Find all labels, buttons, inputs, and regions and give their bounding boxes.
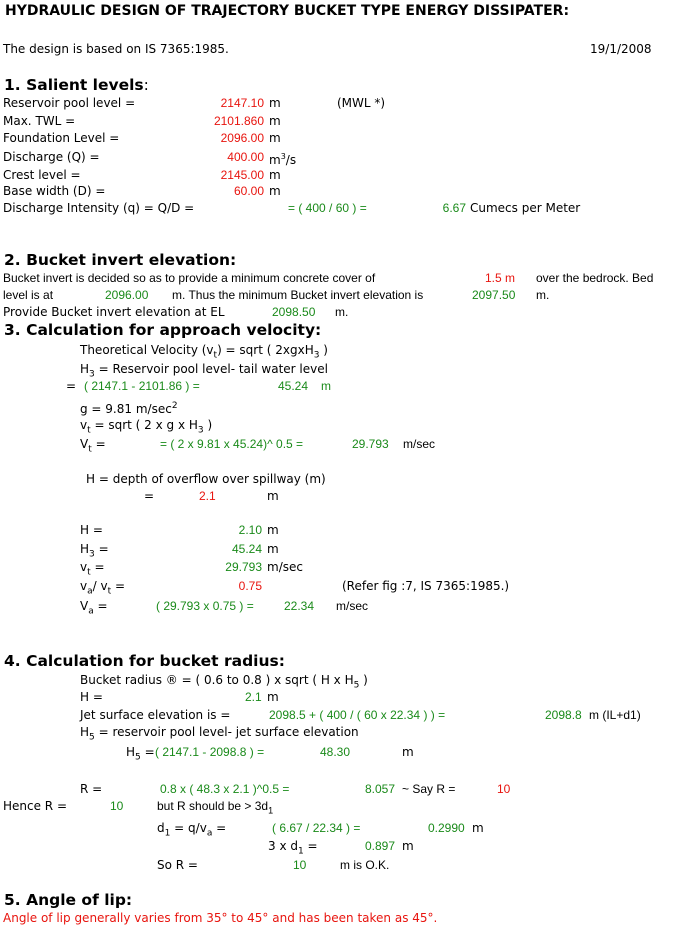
depth-eq: = [144, 489, 155, 503]
reservoir-unit: m [269, 96, 281, 110]
sum-h3-label: $H_3$ = [80, 542, 109, 560]
br-h-unit: m [267, 690, 279, 704]
section-4-heading: 4. Calculation for bucket radius: [4, 652, 285, 670]
r-label: R = [80, 782, 103, 796]
vt-formula: $v_t$ = sqrt ( 2 x g x $H_3$ ) [80, 418, 213, 436]
br-h-label: H = [80, 690, 103, 704]
jet-label: Jet surface elevation is = [80, 708, 231, 722]
base-width-unit: m [269, 184, 281, 198]
design-basis: The design is based on IS 7365:1985. [3, 42, 229, 56]
br-h-value: 2.1 [245, 690, 262, 704]
intensity-label: Discharge Intensity (q) = Q/D = [3, 201, 195, 215]
section-5-heading: 5. Angle of lip: [4, 891, 133, 909]
sum-h3-unit: m [267, 542, 279, 556]
section-2-heading: 2. Bucket invert elevation: [4, 251, 237, 269]
h3-eq: = [66, 379, 77, 393]
intensity-unit: Cumecs per Meter [470, 201, 581, 215]
va-expr: ( 29.793 x 0.75 ) = [156, 599, 254, 613]
jet-expr: 2098.5 + ( 400 / ( 60 x 22.34 ) ) = [269, 708, 446, 722]
sum-vt-value: 29.793 [225, 560, 262, 574]
depth-overflow: H = depth of overflow over spillway (m) [86, 472, 326, 486]
section-3-heading: 3. Calculation for approach velocity: [4, 321, 322, 339]
page-title: HYDRAULIC DESIGN OF TRAJECTORY BUCKET TYPE ENERGY DISSIPATER: [5, 3, 570, 19]
sum-h3-value: 45.24 [231, 542, 262, 556]
h5-definition: $H_5$ = reservoir pool level- jet surface elevation [80, 725, 359, 743]
twl-value: 2101.860 [213, 114, 264, 128]
crest-unit: m [269, 168, 281, 182]
h5-label: $H_5$ = [126, 745, 155, 763]
intensity-expr: = ( 400 / 60 ) = [288, 201, 367, 215]
mwl-note: (MWL *) [337, 96, 386, 110]
h3-unit: m [321, 379, 331, 393]
so-r-tail: m is O.K. [340, 858, 390, 872]
intensity-value: 6.67 [442, 201, 466, 215]
angle-of-lip-text: Angle of lip generally varies from 35° to 45° and has been taken as 45°. [3, 911, 438, 925]
gravity: g = 9.81 $m/\sec^2$ [80, 401, 178, 416]
reservoir-value: 2147.10 [220, 96, 264, 110]
h5-unit: m [402, 745, 414, 759]
twl-unit: m [269, 114, 281, 128]
theoretical-velocity: Theoretical Velocity $(v_t)$ = sqrt ( 2xgxH$_3$ ) [80, 343, 328, 361]
h3-expr: ( 2147.1 - 2101.86 ) = [84, 379, 200, 393]
r-expr: 0.8 x ( 48.3 x 2.1 )^0.5 = [160, 782, 290, 796]
crest-label: Crest level = [3, 168, 81, 182]
cover-value: 1.5 m [485, 271, 516, 285]
h3-definition: $H_3$ = Reservoir pool level- tail water level [80, 362, 328, 380]
sum-h-value: 2.10 [238, 523, 262, 537]
three-d1-unit: m [402, 839, 414, 853]
sum-ratio-ref: (Refer fig :7, IS 7365:1985.) [342, 579, 510, 593]
section-1-heading: 1. Salient levels: [4, 76, 149, 94]
discharge-value: 400.00 [227, 150, 264, 164]
bucket-radius-formula: Bucket radius ® = ( 0.6 to 0.8 ) x sqrt ( H x $H_5$ ) [80, 673, 368, 691]
foundation-unit: m [269, 131, 281, 145]
jet-unit: m (IL+d1) [589, 708, 641, 722]
foundation-value: 2096.00 [220, 131, 264, 145]
so-r-label: So R = [157, 858, 198, 872]
h5-expr: ( 2147.1 - 2098.8 ) = [155, 745, 265, 759]
hence-r-value: 10 [110, 799, 124, 813]
d1-unit: m [472, 821, 484, 835]
invert-line1: Bucket invert is decided so as to provide a minimum concrete cover of [3, 271, 376, 285]
so-r-value: 10 [293, 858, 307, 872]
sum-vt-unit: m/sec [267, 560, 303, 574]
vt-label: $V_t$ = [80, 437, 106, 455]
foundation-label: Foundation Level = [3, 131, 120, 145]
h3-value: 45.24 [278, 379, 309, 393]
invert-line2-mid: m. Thus the minimum Bucket invert elevation is [172, 288, 424, 302]
hence-r-tail: but R should be > $3d_1$ [157, 799, 274, 816]
twl-label: Max. TWL = [3, 114, 76, 128]
va-label: $V_a$ = [80, 599, 108, 617]
r-say: ~ Say R = [402, 782, 456, 796]
sum-ratio-label: $v_a/$ $v_t$ = [80, 579, 125, 597]
date: 19/1/2008 [590, 42, 652, 56]
reservoir-label: Reservoir pool level = [3, 96, 136, 110]
base-width-label: Base width (D) = [3, 184, 106, 198]
depth-unit: m [267, 489, 279, 503]
r-value: 8.057 [365, 782, 396, 796]
provide-invert-value: 2098.50 [272, 305, 316, 319]
invert-line1-tail: over the bedrock. Bed [536, 271, 654, 285]
h5-value: 48.30 [320, 745, 351, 759]
sum-h-label: H = [80, 523, 103, 537]
three-d1-value: 0.897 [365, 839, 396, 853]
three-d1-label: 3 x $d_1$ = [268, 839, 318, 857]
depth-value: 2.1 [199, 489, 216, 503]
sum-h-unit: m [267, 523, 279, 537]
jet-value: 2098.8 [545, 708, 582, 722]
provide-invert-unit: m. [335, 305, 349, 319]
sum-ratio-value: 0.75 [238, 579, 262, 593]
min-invert-unit: m. [536, 288, 550, 302]
r-say-value: 10 [497, 782, 511, 796]
va-unit: m/sec [336, 599, 369, 613]
d1-expr: ( 6.67 / 22.34 ) = [272, 821, 361, 835]
invert-line2: level is at [3, 288, 54, 302]
vt-unit: m/sec [403, 437, 436, 451]
discharge-label: Discharge (Q) = [3, 150, 100, 164]
bed-level-value: 2096.00 [105, 288, 149, 302]
sum-vt-label: $v_t$ = [80, 560, 105, 578]
base-width-value: 60.00 [233, 184, 264, 198]
discharge-unit: $m^3/s$ [269, 152, 297, 167]
vt-expr: = ( 2 x 9.81 x 45.24)^ 0.5 = [160, 437, 304, 451]
d1-label: $d_1 = q/v_a$ = [157, 821, 227, 839]
vt-value: 29.793 [352, 437, 389, 451]
invert-line3: Provide Bucket invert elevation at EL [3, 305, 225, 319]
crest-value: 2145.00 [220, 168, 264, 182]
hence-r-label: Hence R = [3, 799, 68, 813]
d1-value: 0.2990 [428, 821, 465, 835]
va-value: 22.34 [284, 599, 315, 613]
min-invert-value: 2097.50 [472, 288, 516, 302]
